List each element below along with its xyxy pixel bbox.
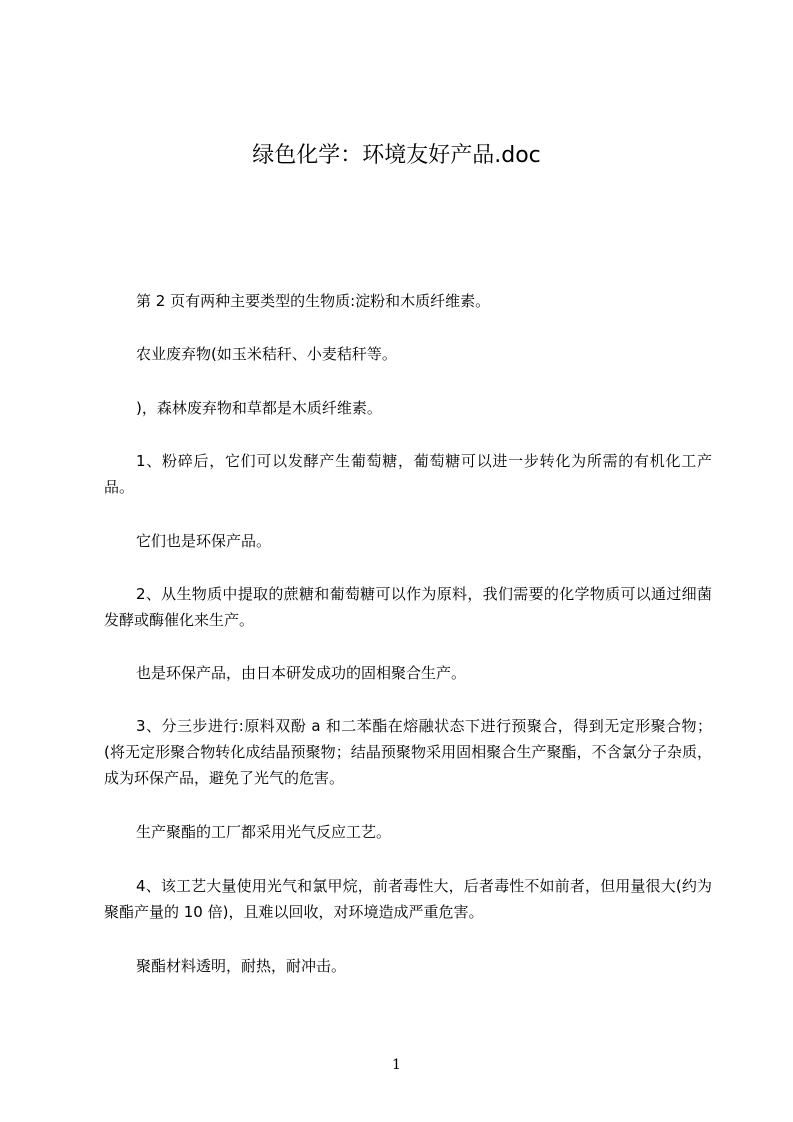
- paragraph: 4、该工艺大量使用光气和氯甲烷，前者毒性大，后者毒性不如前者，但用量很大(约为聚酯产量的 10 倍)，且难以回收，对环境造成严重危害。: [104, 877, 712, 921]
- paragraph: 它们也是环保产品。: [136, 532, 272, 550]
- document-title: 绿色化学：环境友好产品.doc: [252, 143, 541, 168]
- paragraph: 2、从生物质中提取的蔗糖和葡萄糖可以作为原料，我们需要的化学物质可以通过细菌发酵或酶催化来生产。: [104, 585, 712, 629]
- paragraph: 农业废弃物(如玉米秸秆、小麦秸秆等。: [136, 345, 397, 363]
- paragraph: )，森林废弃物和草都是木质纤维素。: [136, 399, 382, 417]
- paragraph: 生产聚酯的工厂都采用光气反应工艺。: [136, 823, 392, 841]
- paragraph: 1、粉碎后，它们可以发酵产生葡萄糖，葡萄糖可以进一步转化为所需的有机化工产品。: [104, 452, 712, 496]
- paragraph: 也是环保产品，由日本研发成功的固相聚合生产。: [136, 664, 467, 682]
- page-number: 1: [392, 1057, 401, 1073]
- paragraph: 第 2 页有两种主要类型的生物质:淀粉和木质纤维素。: [136, 292, 491, 310]
- paragraph: 聚酯材料透明，耐热，耐冲击。: [136, 957, 347, 975]
- paragraph: 3、分三步进行:原料双酚 a 和二苯酯在熔融状态下进行预聚合，得到无定形聚合物；(将无定形聚合物转化成结晶预聚物；结晶预聚物采用固相聚合生产聚酯，不含氯分子杂质，成为环保产品，避免了光气的危害。: [104, 717, 712, 787]
